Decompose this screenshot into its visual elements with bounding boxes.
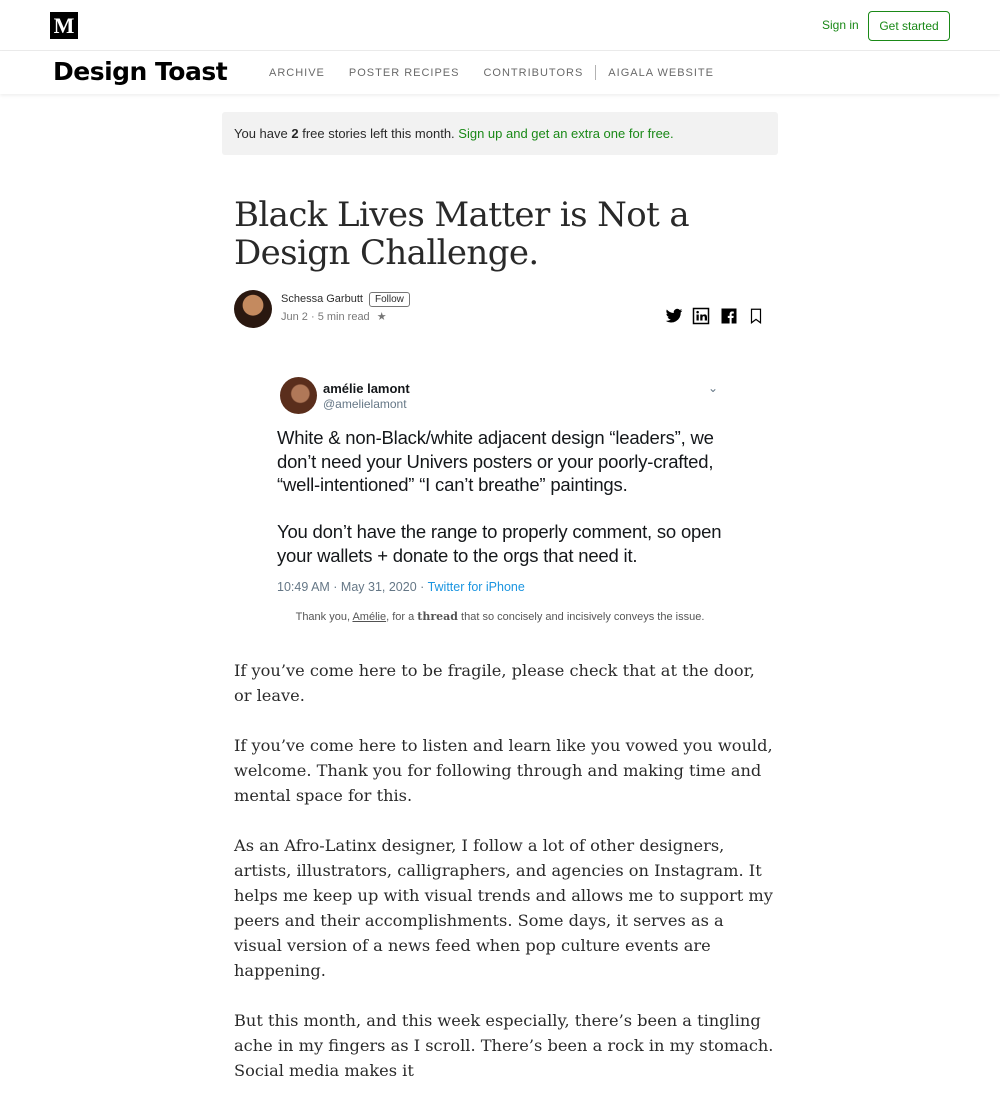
free-stories-banner	[222, 112, 778, 155]
banner-suffix: free stories left this month.	[298, 126, 459, 141]
article-title: Black Lives Matter is Not a Design Challenge.	[234, 195, 690, 273]
bookmark-icon[interactable]	[747, 307, 765, 325]
facebook-icon[interactable]	[720, 307, 738, 325]
twitter-icon[interactable]	[665, 307, 683, 325]
nav-contributors[interactable]: CONTRIBUTORS	[483, 66, 584, 79]
caption-thread: thread	[417, 610, 458, 623]
medium-logo[interactable]: M	[50, 12, 78, 39]
author-name[interactable]: Schessa Garbutt	[281, 293, 363, 305]
tweet-author-name[interactable]: amélie lamont	[323, 381, 410, 396]
author-avatar[interactable]	[234, 290, 272, 328]
caption-suffix: that so concisely and incisively conveys the issue.	[457, 611, 705, 623]
chevron-down-icon[interactable]: ⌄	[708, 381, 719, 395]
article-date: Jun 2	[281, 311, 308, 323]
read-time: 5 min read	[317, 311, 370, 323]
tweet-avatar[interactable]	[280, 377, 317, 414]
body-paragraph: If you’ve come here to listen and learn like you vowed you would, welcome. Thank you for following through and making time and mental space for this.	[234, 736, 773, 805]
follow-button[interactable]: Follow	[369, 292, 410, 307]
nav-aigala-website[interactable]: AIGALA WEBSITE	[608, 66, 714, 79]
tweet-timestamp	[277, 580, 525, 594]
article-body	[234, 658, 774, 1108]
tweet-date[interactable]: 10:49 AM · May 31, 2020 ·	[277, 580, 428, 594]
nav-poster-recipes[interactable]: POSTER RECIPES	[348, 66, 460, 79]
publication-nav	[0, 51, 1000, 94]
body-paragraph: As an Afro-Latinx designer, I follow a lot of other designers, artists, illustrators, calligraphers, and agencies on Instagram. It helps me keep up with visual trends and allows me to support my peers and their accomplishments. Some days, it serves as a visual version of a news feed when pop culture events are happening.	[234, 836, 773, 980]
article-meta: Jun 2 · 5 min read ★	[281, 311, 387, 323]
sign-in-link[interactable]: Sign in	[822, 18, 859, 32]
linkedin-icon[interactable]	[692, 307, 710, 325]
tweet-source-link[interactable]: Twitter for iPhone	[427, 580, 525, 594]
body-paragraph: But this month, and this week especially, there’s been a tingling ache in my fingers as I scroll. There’s been a rock in my stomach. Social media makes it	[234, 1011, 774, 1080]
banner-count: 2	[291, 126, 299, 141]
tweet-text	[277, 426, 727, 591]
image-caption	[222, 610, 778, 623]
body-paragraph: If you’ve come here to be fragile, please check that at the door, or leave.	[234, 661, 755, 705]
nav-divider	[595, 65, 596, 80]
nav-archive[interactable]: ARCHIVE	[269, 66, 325, 79]
top-bar	[0, 0, 1000, 51]
caption-middle: , for a	[386, 611, 418, 623]
banner-prefix: You have	[234, 126, 292, 141]
caption-prefix: Thank you,	[295, 611, 353, 623]
member-star-icon: ★	[376, 311, 387, 323]
tweet-author-handle[interactable]: @amelielamont	[323, 397, 407, 411]
tweet-paragraph: White & non-Black/white adjacent design “leaders”, we don’t need your Univers posters or your poorly-crafted, “well-intentioned” “I can’t breathe” paintings.	[277, 427, 714, 495]
publication-links	[269, 65, 738, 80]
caption-name-link[interactable]: Amélie	[352, 611, 387, 623]
publication-logo[interactable]: Design Toast	[53, 57, 228, 86]
get-started-button[interactable]: Get started	[868, 11, 950, 41]
banner-signup-link[interactable]: Sign up and get an extra one for free.	[458, 126, 674, 141]
tweet-paragraph: You don’t have the range to properly comment, so open your wallets + donate to the orgs that need it.	[277, 521, 722, 566]
